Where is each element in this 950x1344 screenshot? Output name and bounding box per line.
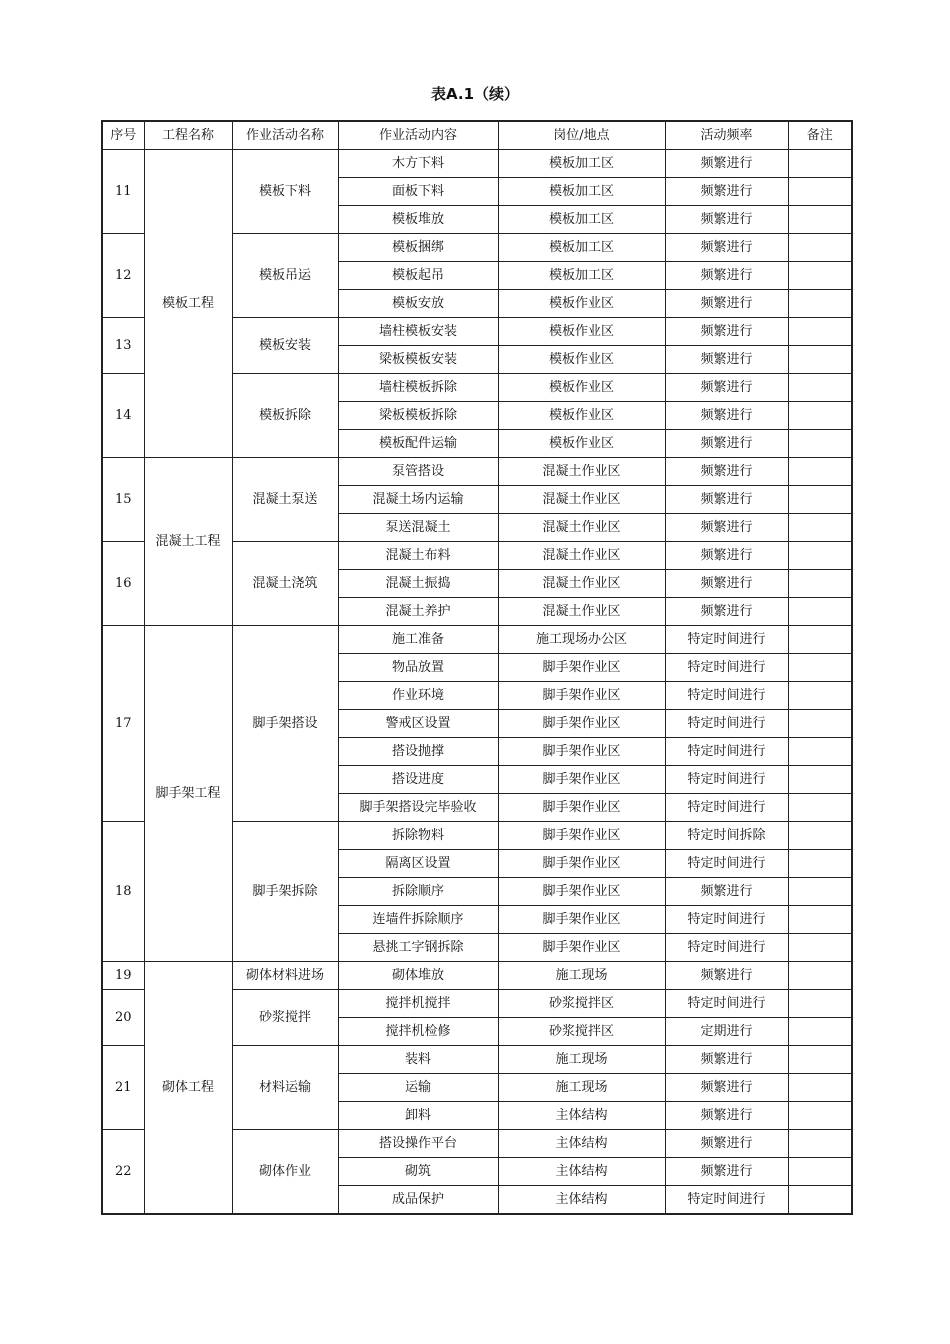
remarks-cell — [788, 206, 852, 234]
remarks-cell — [788, 906, 852, 934]
frequency-cell: 特定时间进行 — [665, 934, 788, 962]
project-name-cell: 砌体工程 — [144, 962, 232, 1215]
activity-name-cell: 混凝土泵送 — [232, 458, 338, 542]
frequency-cell: 频繁进行 — [665, 262, 788, 290]
remarks-cell — [788, 374, 852, 402]
remarks-cell — [788, 486, 852, 514]
remarks-cell — [788, 402, 852, 430]
frequency-cell: 频繁进行 — [665, 402, 788, 430]
frequency-cell: 频繁进行 — [665, 374, 788, 402]
location-cell: 模板加工区 — [498, 178, 665, 206]
frequency-cell: 特定时间进行 — [665, 626, 788, 654]
seq-cell: 18 — [102, 822, 144, 962]
remarks-cell — [788, 1074, 852, 1102]
activity-content-cell: 作业环境 — [338, 682, 498, 710]
location-cell: 主体结构 — [498, 1130, 665, 1158]
activity-content-cell: 模板捆绑 — [338, 234, 498, 262]
activity-content-cell: 连墙件拆除顺序 — [338, 906, 498, 934]
remarks-cell — [788, 318, 852, 346]
frequency-cell: 特定时间拆除 — [665, 822, 788, 850]
remarks-cell — [788, 738, 852, 766]
frequency-cell: 特定时间进行 — [665, 850, 788, 878]
activity-content-cell: 墙柱模板拆除 — [338, 374, 498, 402]
frequency-cell: 频繁进行 — [665, 878, 788, 906]
frequency-cell: 频繁进行 — [665, 542, 788, 570]
project-name-cell: 模板工程 — [144, 150, 232, 458]
frequency-cell: 频繁进行 — [665, 1046, 788, 1074]
location-cell: 砂浆搅拌区 — [498, 1018, 665, 1046]
activity-content-cell: 模板安放 — [338, 290, 498, 318]
seq-cell: 16 — [102, 542, 144, 626]
remarks-cell — [788, 150, 852, 178]
location-cell: 施工现场 — [498, 1046, 665, 1074]
activity-content-cell: 搭设抛撑 — [338, 738, 498, 766]
table-body — [102, 150, 852, 1215]
frequency-cell: 特定时间进行 — [665, 654, 788, 682]
remarks-cell — [788, 598, 852, 626]
location-cell: 模板加工区 — [498, 150, 665, 178]
table-row — [102, 458, 852, 486]
activity-content-cell: 木方下料 — [338, 150, 498, 178]
remarks-cell — [788, 878, 852, 906]
activity-content-cell: 装料 — [338, 1046, 498, 1074]
location-cell: 施工现场 — [498, 962, 665, 990]
frequency-cell: 频繁进行 — [665, 962, 788, 990]
frequency-cell: 特定时间进行 — [665, 738, 788, 766]
activity-content-cell: 卸料 — [338, 1102, 498, 1130]
frequency-cell: 特定时间进行 — [665, 906, 788, 934]
seq-cell: 12 — [102, 234, 144, 318]
remarks-cell — [788, 290, 852, 318]
activity-content-cell: 梁板模板拆除 — [338, 402, 498, 430]
location-cell: 施工现场 — [498, 1074, 665, 1102]
location-cell: 脚手架作业区 — [498, 878, 665, 906]
location-cell: 脚手架作业区 — [498, 794, 665, 822]
seq-cell: 17 — [102, 626, 144, 822]
frequency-cell: 频繁进行 — [665, 514, 788, 542]
remarks-cell — [788, 1046, 852, 1074]
activity-name-cell: 模板下料 — [232, 150, 338, 234]
activity-content-cell: 脚手架搭设完毕验收 — [338, 794, 498, 822]
location-cell: 模板作业区 — [498, 402, 665, 430]
frequency-cell: 频繁进行 — [665, 570, 788, 598]
activity-content-cell: 隔离区设置 — [338, 850, 498, 878]
frequency-cell: 特定时间进行 — [665, 794, 788, 822]
remarks-cell — [788, 990, 852, 1018]
location-cell: 模板加工区 — [498, 234, 665, 262]
remarks-cell — [788, 178, 852, 206]
remarks-cell — [788, 1130, 852, 1158]
activity-content-cell: 拆除顺序 — [338, 878, 498, 906]
remarks-cell — [788, 962, 852, 990]
activity-content-cell: 泵送混凝土 — [338, 514, 498, 542]
location-cell: 主体结构 — [498, 1158, 665, 1186]
frequency-cell: 频繁进行 — [665, 486, 788, 514]
remarks-cell — [788, 682, 852, 710]
activity-content-cell: 泵管搭设 — [338, 458, 498, 486]
location-cell: 混凝土作业区 — [498, 570, 665, 598]
header-content: 作业活动内容 — [338, 121, 498, 150]
activity-content-cell: 砌体堆放 — [338, 962, 498, 990]
frequency-cell: 频繁进行 — [665, 290, 788, 318]
activity-table — [101, 120, 853, 1215]
header-activity: 作业活动名称 — [232, 121, 338, 150]
location-cell: 模板作业区 — [498, 290, 665, 318]
location-cell: 混凝土作业区 — [498, 458, 665, 486]
activity-name-cell: 砌体作业 — [232, 1130, 338, 1215]
frequency-cell: 频繁进行 — [665, 178, 788, 206]
activity-content-cell: 运输 — [338, 1074, 498, 1102]
activity-name-cell: 材料运输 — [232, 1046, 338, 1130]
location-cell: 模板作业区 — [498, 346, 665, 374]
seq-cell: 11 — [102, 150, 144, 234]
activity-name-cell: 砌体材料进场 — [232, 962, 338, 990]
activity-content-cell: 搅拌机检修 — [338, 1018, 498, 1046]
location-cell: 脚手架作业区 — [498, 682, 665, 710]
remarks-cell — [788, 1018, 852, 1046]
location-cell: 脚手架作业区 — [498, 822, 665, 850]
table-title: 表A.1（续） — [430, 85, 520, 103]
activity-content-cell: 混凝土养护 — [338, 598, 498, 626]
remarks-cell — [788, 850, 852, 878]
seq-cell: 13 — [102, 318, 144, 374]
remarks-cell — [788, 934, 852, 962]
activity-content-cell: 搅拌机搅拌 — [338, 990, 498, 1018]
location-cell: 脚手架作业区 — [498, 934, 665, 962]
activity-name-cell: 模板吊运 — [232, 234, 338, 318]
activity-content-cell: 搭设进度 — [338, 766, 498, 794]
frequency-cell: 频繁进行 — [665, 430, 788, 458]
activity-name-cell: 模板安装 — [232, 318, 338, 374]
activity-content-cell: 拆除物料 — [338, 822, 498, 850]
location-cell: 脚手架作业区 — [498, 850, 665, 878]
location-cell: 模板作业区 — [498, 374, 665, 402]
location-cell: 混凝土作业区 — [498, 598, 665, 626]
remarks-cell — [788, 626, 852, 654]
seq-cell: 14 — [102, 374, 144, 458]
location-cell: 主体结构 — [498, 1186, 665, 1215]
activity-name-cell: 脚手架搭设 — [232, 626, 338, 822]
remarks-cell — [788, 542, 852, 570]
remarks-cell — [788, 430, 852, 458]
frequency-cell: 特定时间进行 — [665, 766, 788, 794]
frequency-cell: 特定时间进行 — [665, 990, 788, 1018]
frequency-cell: 频繁进行 — [665, 346, 788, 374]
location-cell: 脚手架作业区 — [498, 906, 665, 934]
activity-name-cell: 模板拆除 — [232, 374, 338, 458]
location-cell: 模板作业区 — [498, 318, 665, 346]
remarks-cell — [788, 346, 852, 374]
remarks-cell — [788, 794, 852, 822]
seq-cell: 20 — [102, 990, 144, 1046]
activity-content-cell: 梁板模板安装 — [338, 346, 498, 374]
frequency-cell: 特定时间进行 — [665, 1186, 788, 1215]
activity-content-cell: 混凝土场内运输 — [338, 486, 498, 514]
activity-content-cell: 模板起吊 — [338, 262, 498, 290]
location-cell: 混凝土作业区 — [498, 486, 665, 514]
location-cell: 混凝土作业区 — [498, 514, 665, 542]
frequency-cell: 频繁进行 — [665, 1074, 788, 1102]
remarks-cell — [788, 262, 852, 290]
remarks-cell — [788, 1102, 852, 1130]
frequency-cell: 频繁进行 — [665, 1130, 788, 1158]
remarks-cell — [788, 458, 852, 486]
frequency-cell: 定期进行 — [665, 1018, 788, 1046]
activity-content-cell: 成品保护 — [338, 1186, 498, 1215]
remarks-cell — [788, 822, 852, 850]
remarks-cell — [788, 1186, 852, 1215]
frequency-cell: 频繁进行 — [665, 318, 788, 346]
location-cell: 脚手架作业区 — [498, 710, 665, 738]
location-cell: 施工现场办公区 — [498, 626, 665, 654]
frequency-cell: 频繁进行 — [665, 1102, 788, 1130]
location-cell: 主体结构 — [498, 1102, 665, 1130]
project-name-cell: 脚手架工程 — [144, 626, 232, 962]
activity-content-cell: 砌筑 — [338, 1158, 498, 1186]
header-seq: 序号 — [102, 121, 144, 150]
frequency-cell: 频繁进行 — [665, 206, 788, 234]
activity-content-cell: 混凝土振捣 — [338, 570, 498, 598]
activity-content-cell: 警戒区设置 — [338, 710, 498, 738]
header-location: 岗位/地点 — [498, 121, 665, 150]
remarks-cell — [788, 710, 852, 738]
frequency-cell: 频繁进行 — [665, 234, 788, 262]
location-cell: 混凝土作业区 — [498, 542, 665, 570]
frequency-cell: 频繁进行 — [665, 458, 788, 486]
project-name-cell: 混凝土工程 — [144, 458, 232, 626]
activity-content-cell: 面板下料 — [338, 178, 498, 206]
activity-content-cell: 墙柱模板安装 — [338, 318, 498, 346]
activity-content-cell: 施工准备 — [338, 626, 498, 654]
activity-name-cell: 脚手架拆除 — [232, 822, 338, 962]
location-cell: 脚手架作业区 — [498, 654, 665, 682]
activity-content-cell: 模板堆放 — [338, 206, 498, 234]
location-cell: 脚手架作业区 — [498, 738, 665, 766]
remarks-cell — [788, 654, 852, 682]
seq-cell: 22 — [102, 1130, 144, 1215]
seq-cell: 21 — [102, 1046, 144, 1130]
frequency-cell: 频繁进行 — [665, 1158, 788, 1186]
seq-cell: 19 — [102, 962, 144, 990]
frequency-cell: 频繁进行 — [665, 598, 788, 626]
location-cell: 砂浆搅拌区 — [498, 990, 665, 1018]
remarks-cell — [788, 234, 852, 262]
activity-name-cell: 砂浆搅拌 — [232, 990, 338, 1046]
location-cell: 模板作业区 — [498, 430, 665, 458]
activity-content-cell: 搭设操作平台 — [338, 1130, 498, 1158]
table-row — [102, 150, 852, 178]
activity-name-cell: 混凝土浇筑 — [232, 542, 338, 626]
activity-content-cell: 模板配件运输 — [338, 430, 498, 458]
frequency-cell: 特定时间进行 — [665, 710, 788, 738]
frequency-cell: 特定时间进行 — [665, 682, 788, 710]
activity-content-cell: 悬挑工字钢拆除 — [338, 934, 498, 962]
remarks-cell — [788, 1158, 852, 1186]
location-cell: 模板加工区 — [498, 262, 665, 290]
table-row — [102, 962, 852, 990]
header-remarks: 备注 — [788, 121, 852, 150]
location-cell: 模板加工区 — [498, 206, 665, 234]
activity-content-cell: 物品放置 — [338, 654, 498, 682]
frequency-cell: 频繁进行 — [665, 150, 788, 178]
header-frequency: 活动频率 — [665, 121, 788, 150]
remarks-cell — [788, 570, 852, 598]
header-row — [102, 121, 852, 150]
header-project: 工程名称 — [144, 121, 232, 150]
table-row — [102, 626, 852, 654]
remarks-cell — [788, 766, 852, 794]
seq-cell: 15 — [102, 458, 144, 542]
location-cell: 脚手架作业区 — [498, 766, 665, 794]
remarks-cell — [788, 514, 852, 542]
activity-content-cell: 混凝土布料 — [338, 542, 498, 570]
